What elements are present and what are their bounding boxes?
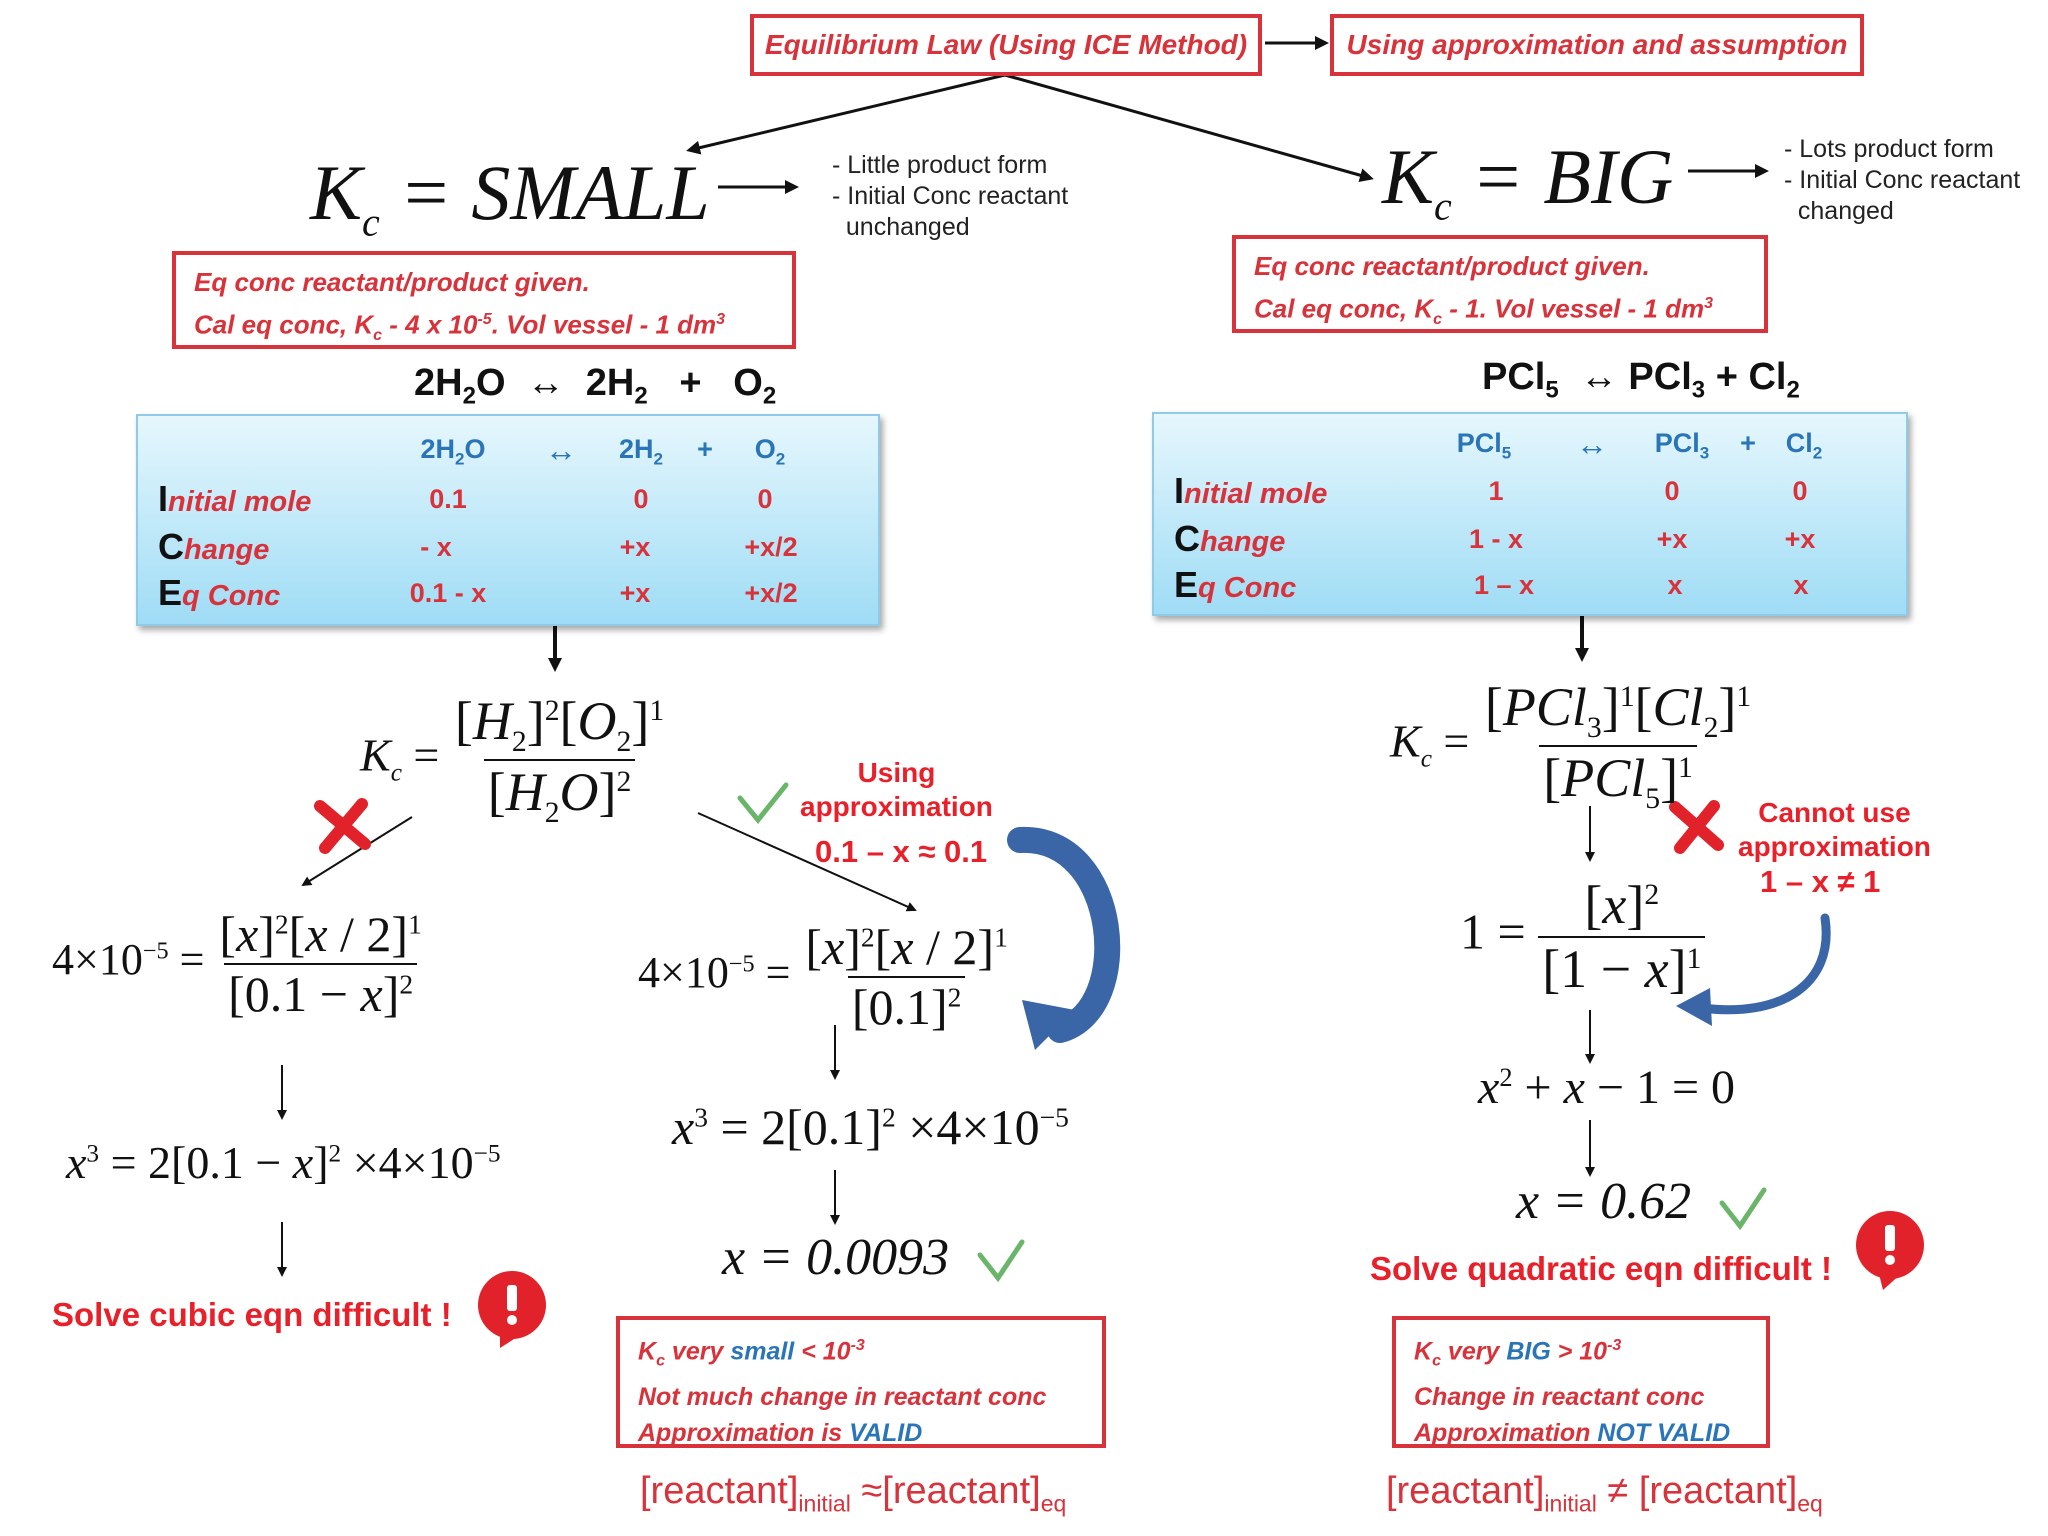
ice-row-change-label: Change: [158, 526, 270, 567]
equilibrium-law-title: Equilibrium Law (Using ICE Method): [764, 29, 1248, 60]
ice-change-product2: +x/2: [744, 532, 798, 562]
split-arrow-left: [690, 75, 1005, 150]
quadratic-result: x = 0.62: [1516, 1173, 1692, 1230]
right-given-line1: Eq conc reactant/product given.: [1254, 251, 1650, 281]
right-kc-expression: $K_c$ = $\frac{[PCl_3]^1[Cl_2]^1}{[PCl_5]^1}$: [1390, 677, 1752, 815]
ice-row-eq-label: Eq Conc: [158, 572, 281, 613]
right-kc-substituted: 1 = $\frac{[x]^2}{[1 - x]^1}$: [1460, 874, 1705, 1000]
approximation-title: Using approximation and assumption: [1346, 29, 1848, 60]
kc-subscript-right: c: [1434, 183, 1452, 229]
ice-header-plus: +: [697, 434, 713, 464]
not-valid-line2: Change in reactant conc: [1414, 1383, 1705, 1412]
valid-line3: Approximation is VALID: [638, 1419, 923, 1448]
valid-line1: $K_c$ very small < $10^{-3}$: [638, 1337, 865, 1370]
kc-small-value: = SMALL: [399, 149, 710, 236]
ice-r-initial-product1: 0: [1664, 476, 1680, 506]
ice-r-change-product2: +x: [1784, 524, 1816, 554]
kc-subscript: c: [362, 199, 380, 245]
kc-small-heading: [310, 148, 710, 246]
approx-kc-equation: $4\times 10^{-5}$ = $\frac{[x]^2[x / 2]^1}{[0.1]^2}$: [638, 919, 1008, 1035]
ice-initial-product1: 0: [633, 484, 649, 514]
cubic-kc-equation: $4\times 10^{-5}$ = $\frac{[x]^2[x / 2]^1}{[0.1 - x]^2}$: [52, 906, 422, 1022]
ice-r-header-product2: $Cl_2$: [1785, 428, 1823, 463]
check-icon-result-right: [1722, 1190, 1764, 1226]
ice-header-arrow: ↔: [545, 432, 577, 468]
ice-header-reactant: $2H_2O$: [420, 434, 486, 469]
left-given-line1: Eq conc reactant/product given.: [194, 267, 590, 297]
approximation-box: [1330, 14, 1864, 76]
cannot-approximate-expression: 1 – x ≠ 1: [1760, 864, 1881, 899]
cannot-approximate-note: Cannot use approximation: [1738, 797, 1931, 862]
cubic-equation: $x^3 = 2[0.1 - x]^2 \times 4\times 10^{-5}$: [66, 1137, 501, 1188]
quadratic-equation: $x^2 + x - 1 = 0$: [1478, 1061, 1736, 1114]
valid-line2: Not much change in reactant conc: [638, 1383, 1047, 1412]
valid-conclusion-box: [616, 1316, 1106, 1448]
approximation-expression: 0.1 – x ≈ 0.1: [815, 834, 988, 869]
ice-header-product1: $2H_2$: [619, 434, 663, 469]
left-ice-table: [136, 414, 880, 626]
left-kc-expression: $K_c$ = $\frac{[H_2]^2[O_2]^1}{[H_2O]^2}$: [360, 691, 665, 829]
ice-r-header-product1: PCl$_3$: [1654, 428, 1710, 463]
ice-r-row-initial-label: Initial mole: [1174, 470, 1328, 511]
left-reaction: $2H_2O$ ↔ $2H_2$ + $O_2$: [414, 362, 777, 410]
ice-r-eq-product2: x: [1793, 570, 1809, 600]
valid-summary-relation: $[reactant]_{initial}$ $\approx[reactant]_{eq}$: [640, 1470, 1067, 1517]
ice-eq-product2: +x/2: [744, 578, 798, 608]
equilibrium-law-box: [750, 14, 1262, 76]
kc-symbol-right: K: [1382, 133, 1435, 220]
right-given-box: [1232, 235, 1768, 333]
check-icon-result-left: [980, 1242, 1022, 1278]
ice-r-row-eq-label: Eq Conc: [1174, 564, 1297, 605]
ice-row-initial-label: Initial mole: [158, 478, 312, 519]
check-icon: [740, 785, 786, 820]
kc-big-value: = BIG: [1471, 133, 1674, 220]
ice-header-product2: $O_2$: [754, 434, 786, 469]
ice-change-product1: +x: [619, 532, 651, 562]
ice-eq-reactant: 0.1 - x: [409, 578, 487, 608]
left-given-line2: Cal eq conc, $K_c - 4$ x $10^{-5}$. Vol vessel - 1 $dm^3$: [194, 309, 726, 344]
cubic-difficult-warning: Solve cubic eqn difficult !: [52, 1296, 452, 1333]
not-valid-line1: $K_c$ very BIG > $10^{-3}$: [1414, 1337, 1622, 1370]
ice-change-reactant: - x: [420, 532, 452, 562]
kc-big-notes: - Lots product form - Initial Conc reactant changed: [1784, 135, 2021, 225]
approximation-note: Using approximation: [800, 757, 993, 822]
kc-small-notes: - Little product form - Initial Conc reactant unchanged: [832, 151, 1069, 241]
ice-r-initial-reactant: 1: [1488, 476, 1504, 506]
ice-r-eq-reactant: 1 – x: [1473, 570, 1535, 600]
exclamation-icon: [478, 1271, 546, 1348]
ice-r-header-reactant: PCl$_5$: [1456, 428, 1512, 463]
ice-r-header-plus: +: [1740, 428, 1756, 458]
ice-r-initial-product2: 0: [1792, 476, 1808, 506]
ice-r-row-change-label: Change: [1174, 518, 1286, 559]
curved-arrow-icon: [1020, 840, 1107, 1050]
quadratic-difficult-warning: Solve quadratic eqn difficult !: [1370, 1250, 1833, 1287]
approx-cubic-equation: $x^3 = 2[0.1]^2 \times 4\times 10^{-5}$: [672, 1099, 1069, 1155]
not-valid-line3: Approximation NOT VALID: [1414, 1419, 1731, 1448]
cross-icon: [320, 804, 365, 848]
ice-r-change-product1: +x: [1656, 524, 1688, 554]
kc-big-heading: [1382, 132, 1673, 230]
ice-initial-reactant: 0.1: [429, 484, 467, 514]
right-given-line2: Cal eq conc, $K_c - 1$. Vol vessel - 1 $dm^3$: [1254, 293, 1713, 328]
not-valid-conclusion-box: [1392, 1316, 1770, 1448]
ice-r-eq-product1: x: [1667, 570, 1683, 600]
ice-eq-product1: +x: [619, 578, 651, 608]
right-ice-table: [1152, 412, 1908, 616]
exclamation-icon-right: [1856, 1211, 1924, 1290]
left-given-box: [172, 251, 796, 349]
ice-r-change-reactant: 1 - x: [1468, 524, 1524, 554]
right-reaction: PCl$_5$ ↔ $PCl_3 + Cl_2$: [1482, 356, 1800, 404]
ice-r-header-arrow: ↔: [1576, 426, 1608, 462]
approx-result: x = 0.0093: [722, 1229, 950, 1286]
kc-symbol: K: [310, 149, 363, 236]
ice-initial-product2: 0: [757, 484, 773, 514]
not-valid-summary-relation: $[reactant]_{initial}$ ≠ $[reactant]_{eq}$: [1386, 1470, 1823, 1517]
